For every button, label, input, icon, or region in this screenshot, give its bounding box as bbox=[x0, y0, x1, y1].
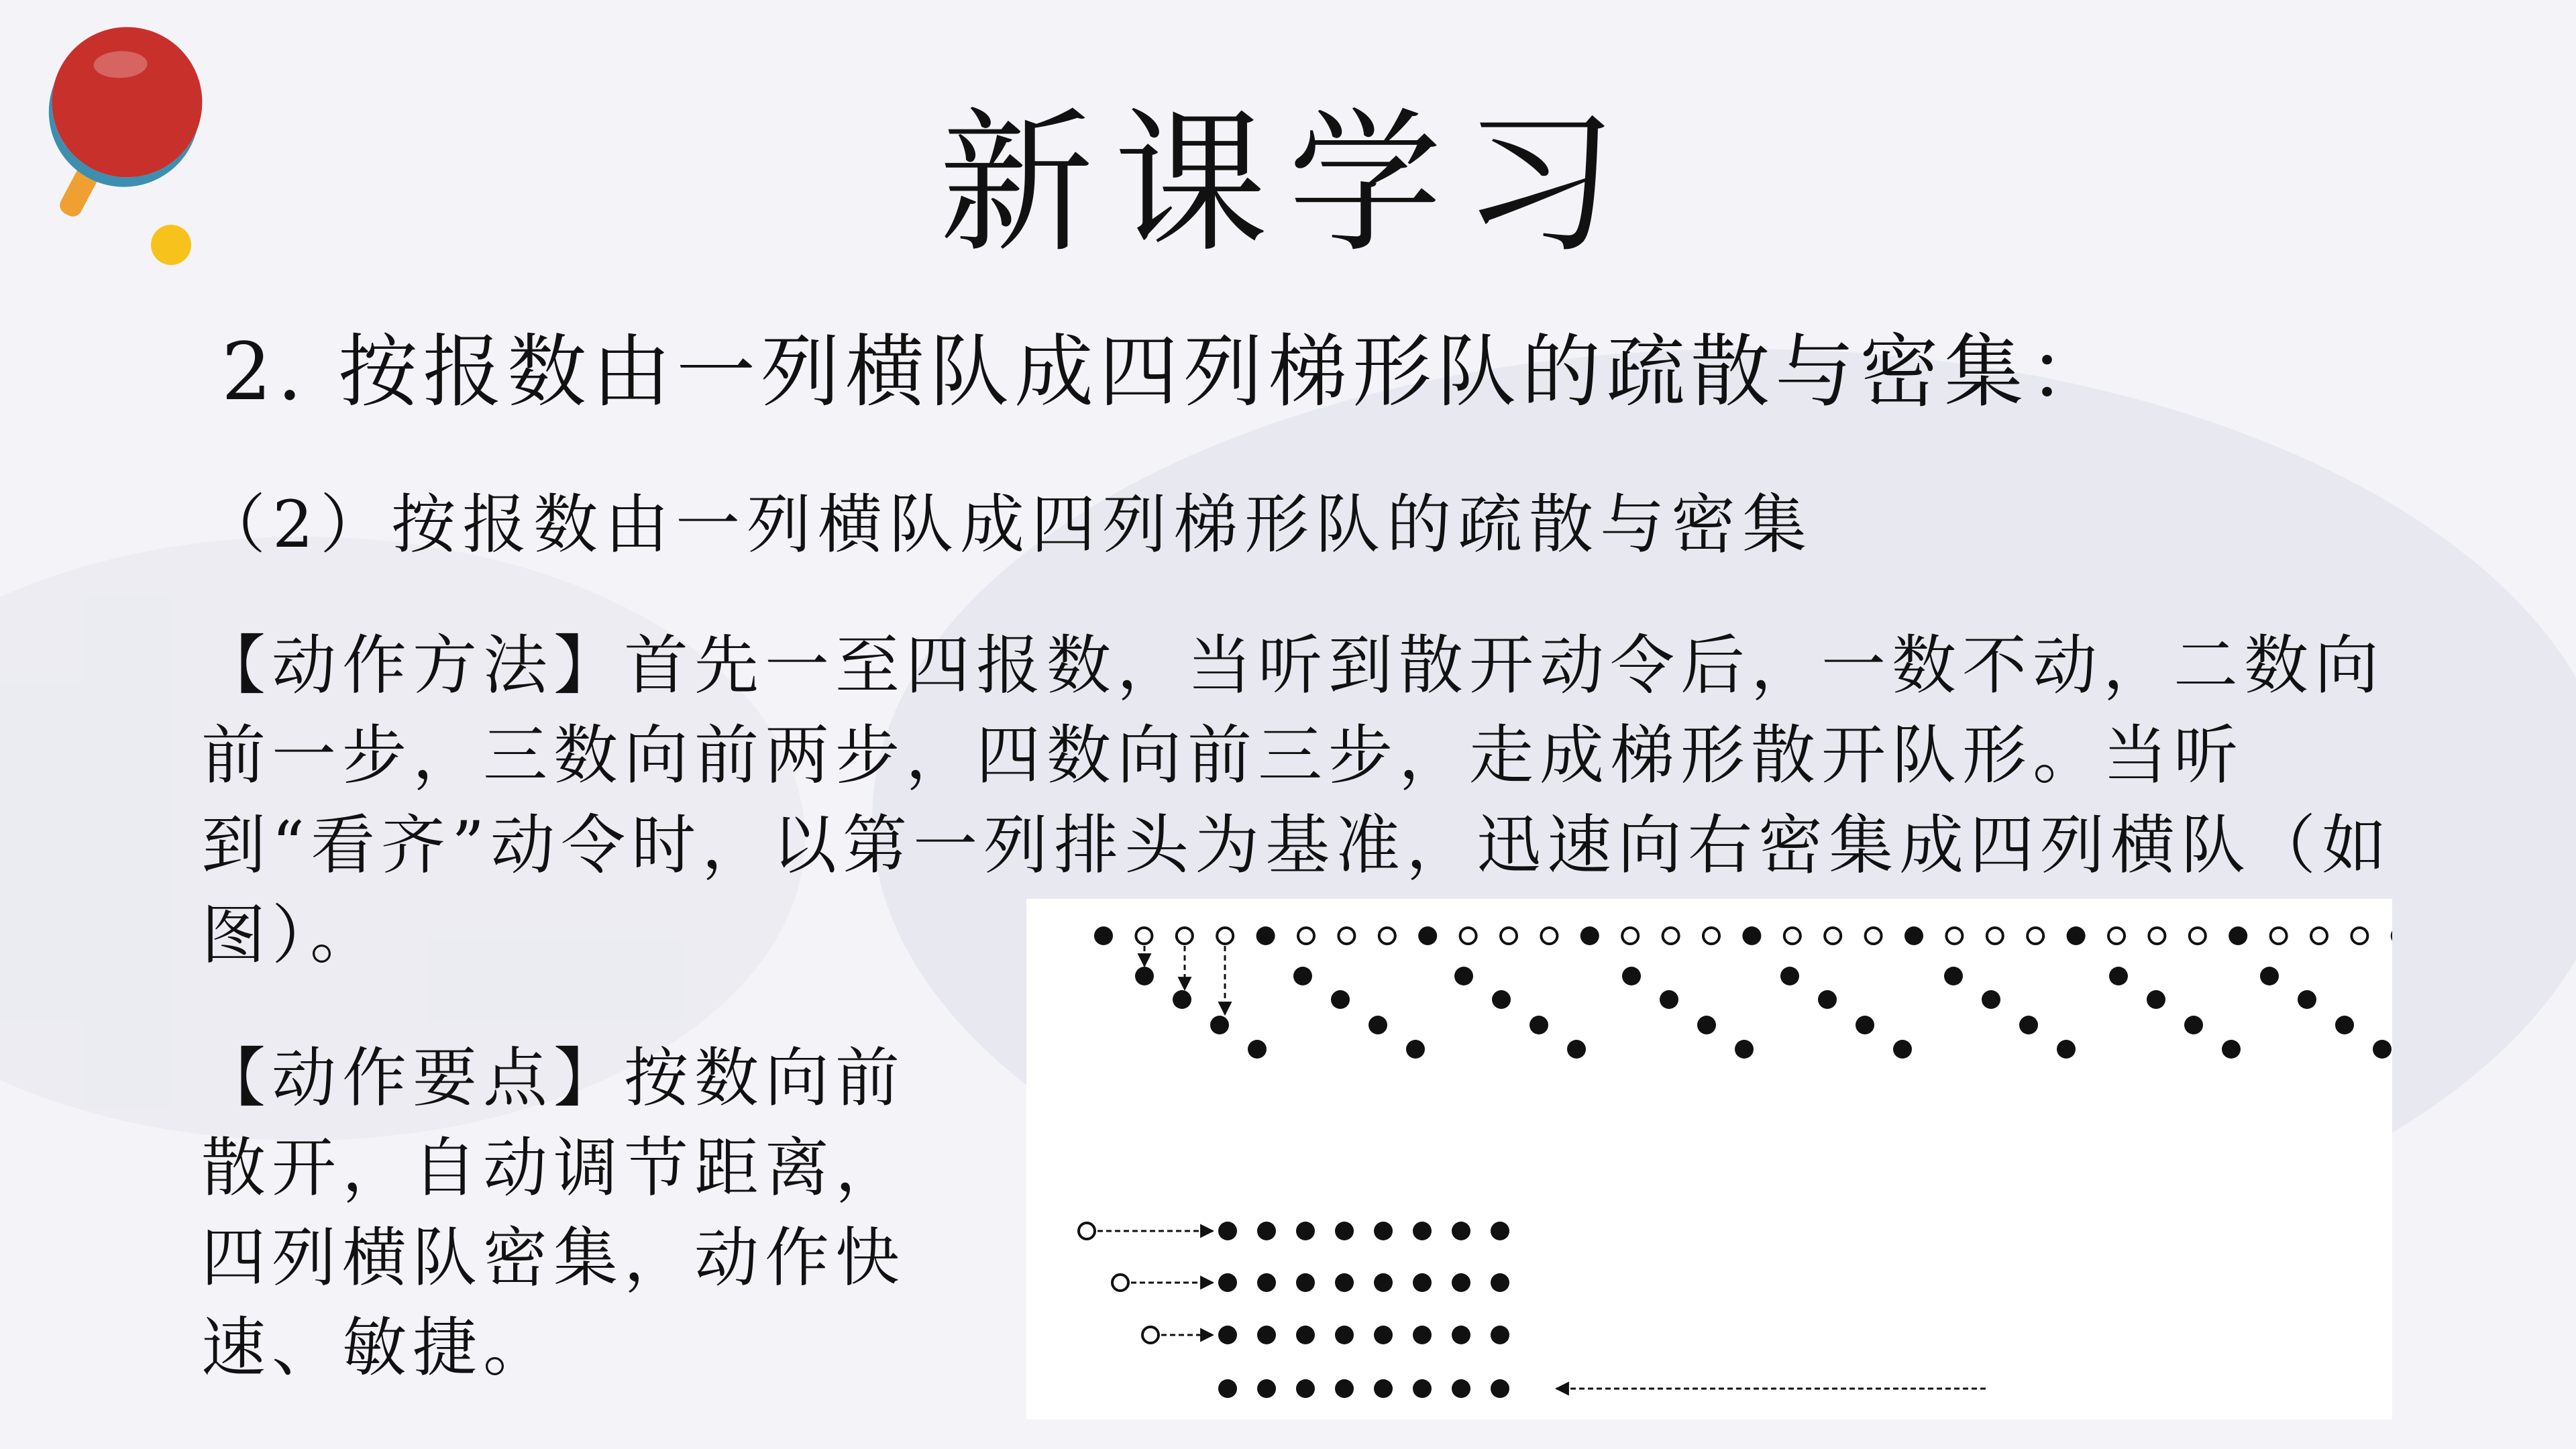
filled-dot bbox=[2222, 1040, 2241, 1059]
filled-dot bbox=[1660, 990, 1678, 1009]
hollow-dot bbox=[1987, 928, 2003, 944]
hollow-dot bbox=[2149, 928, 2165, 944]
filled-dot bbox=[1293, 967, 1312, 985]
hollow-dot bbox=[1217, 928, 1233, 944]
filled-dot bbox=[1491, 1379, 1509, 1398]
formation-diagram bbox=[1026, 899, 2392, 1419]
filled-dot bbox=[1173, 990, 1191, 1009]
filled-dot bbox=[1218, 1222, 1237, 1240]
hollow-dot bbox=[1784, 928, 1801, 944]
filled-dot bbox=[1335, 1273, 1354, 1292]
filled-dot bbox=[1257, 1222, 1276, 1240]
hollow-dot bbox=[1946, 928, 1962, 944]
hollow-dot bbox=[2108, 928, 2125, 944]
filled-dot bbox=[1406, 1040, 1425, 1059]
filled-dot bbox=[1368, 1016, 1387, 1034]
filled-dot bbox=[1454, 967, 1473, 985]
filled-dot bbox=[1413, 1326, 1432, 1344]
filled-dot bbox=[1622, 967, 1641, 985]
method-text: 首先一至四报数，当听到散开动令后，一数不动，二数向前一步，三数向前两步，四数向前三步，走成梯形散开队形。当听到“看齐”动令时，以第一列排头为基准，迅速向右密集成四列横队（如图）。 bbox=[201, 628, 2393, 973]
filled-dot bbox=[2147, 990, 2165, 1009]
hollow-dot bbox=[2190, 928, 2206, 944]
filled-dot bbox=[1492, 990, 1511, 1009]
hollow-dot bbox=[2271, 928, 2287, 944]
hollow-dot bbox=[1142, 1327, 1159, 1343]
filled-dot bbox=[1296, 1222, 1315, 1240]
hollow-dot bbox=[1298, 928, 1314, 944]
filled-dot bbox=[1893, 1040, 1912, 1059]
filled-dot bbox=[1374, 1379, 1393, 1398]
filled-dot bbox=[1856, 1016, 1874, 1034]
filled-dot bbox=[1580, 926, 1599, 945]
filled-dot bbox=[1904, 926, 1923, 945]
filled-dot bbox=[1374, 1273, 1393, 1292]
method-label: 【动作方法】 bbox=[201, 628, 624, 703]
hollow-dot bbox=[1338, 928, 1354, 944]
filled-dot bbox=[2391, 926, 2392, 945]
hollow-dot bbox=[1112, 1275, 1128, 1291]
filled-dot bbox=[1335, 1379, 1354, 1398]
filled-dot bbox=[1491, 1222, 1509, 1240]
filled-dot bbox=[1135, 967, 1154, 985]
hollow-dot bbox=[1379, 928, 1395, 944]
filled-dot bbox=[2260, 967, 2279, 985]
filled-dot bbox=[2067, 926, 2086, 945]
filled-dot bbox=[1567, 1040, 1586, 1059]
filled-dot bbox=[2057, 1040, 2076, 1059]
filled-dot bbox=[2109, 967, 2128, 985]
filled-dot bbox=[1735, 1040, 1754, 1059]
filled-dot bbox=[2019, 1016, 2038, 1034]
filled-dot bbox=[1218, 1379, 1237, 1398]
filled-dot bbox=[1780, 967, 1799, 985]
filled-dot bbox=[1296, 1326, 1315, 1344]
filled-dot bbox=[2373, 1040, 2392, 1059]
filled-dot bbox=[1418, 926, 1437, 945]
page-title: 新课学习 bbox=[939, 95, 1637, 274]
filled-dot bbox=[1742, 926, 1761, 945]
filled-dot bbox=[1210, 1016, 1229, 1034]
filled-dot bbox=[2229, 926, 2247, 945]
filled-dot bbox=[1218, 1326, 1237, 1344]
hollow-dot bbox=[1079, 1223, 1095, 1239]
filled-dot bbox=[1331, 990, 1350, 1009]
filled-dot bbox=[1982, 990, 2000, 1009]
hollow-dot bbox=[1622, 928, 1638, 944]
filled-dot bbox=[1452, 1379, 1470, 1398]
filled-dot bbox=[1452, 1273, 1470, 1292]
hollow-dot bbox=[1460, 928, 1477, 944]
filled-dot bbox=[1529, 1016, 1548, 1034]
filled-dot bbox=[2184, 1016, 2203, 1034]
hollow-dot bbox=[1663, 928, 1679, 944]
filled-dot bbox=[1374, 1222, 1393, 1240]
filled-dot bbox=[2335, 1016, 2354, 1034]
filled-dot bbox=[1374, 1326, 1393, 1344]
filled-dot bbox=[1248, 1040, 1267, 1059]
filled-dot bbox=[1335, 1222, 1354, 1240]
filled-dot bbox=[1257, 1273, 1276, 1292]
hollow-dot bbox=[1703, 928, 1719, 944]
hollow-dot bbox=[2027, 928, 2043, 944]
filled-dot bbox=[1296, 1379, 1315, 1398]
hollow-dot bbox=[1541, 928, 1557, 944]
hollow-dot bbox=[1825, 928, 1841, 944]
filled-dot bbox=[1257, 1379, 1276, 1398]
filled-dot bbox=[1491, 1273, 1509, 1292]
filled-dot bbox=[1697, 1016, 1716, 1034]
filled-dot bbox=[1491, 1326, 1509, 1344]
filled-dot bbox=[1452, 1326, 1470, 1344]
hollow-dot bbox=[2311, 928, 2327, 944]
hollow-dot bbox=[2351, 928, 2367, 944]
filled-dot bbox=[1296, 1273, 1315, 1292]
filled-dot bbox=[1218, 1273, 1237, 1292]
filled-dot bbox=[1944, 967, 1963, 985]
section-heading: 2. 按报数由一列横队成四列梯形队的疏散与密集： bbox=[221, 325, 2114, 418]
filled-dot bbox=[1452, 1222, 1470, 1240]
hollow-dot bbox=[1136, 928, 1152, 944]
filled-dot bbox=[1256, 926, 1275, 945]
key-points-paragraph bbox=[201, 1033, 973, 1393]
filled-dot bbox=[1094, 926, 1113, 945]
hollow-dot bbox=[1866, 928, 1882, 944]
filled-dot bbox=[1335, 1326, 1354, 1344]
points-text: 按数向前散开，自动调节距离，四列横队密集，动作快速、敏捷。 bbox=[201, 1040, 906, 1385]
hollow-dot bbox=[1501, 928, 1517, 944]
hollow-dot bbox=[1177, 928, 1193, 944]
filled-dot bbox=[1413, 1273, 1432, 1292]
filled-dot bbox=[2298, 990, 2316, 1009]
filled-dot bbox=[1413, 1222, 1432, 1240]
points-label: 【动作要点】 bbox=[201, 1040, 624, 1116]
filled-dot bbox=[1818, 990, 1837, 1009]
subsection-heading: （2）按报数由一列横队成四列梯形队的疏散与密集 bbox=[201, 487, 1814, 562]
filled-dot bbox=[1413, 1379, 1432, 1398]
filled-dot bbox=[1257, 1326, 1276, 1344]
